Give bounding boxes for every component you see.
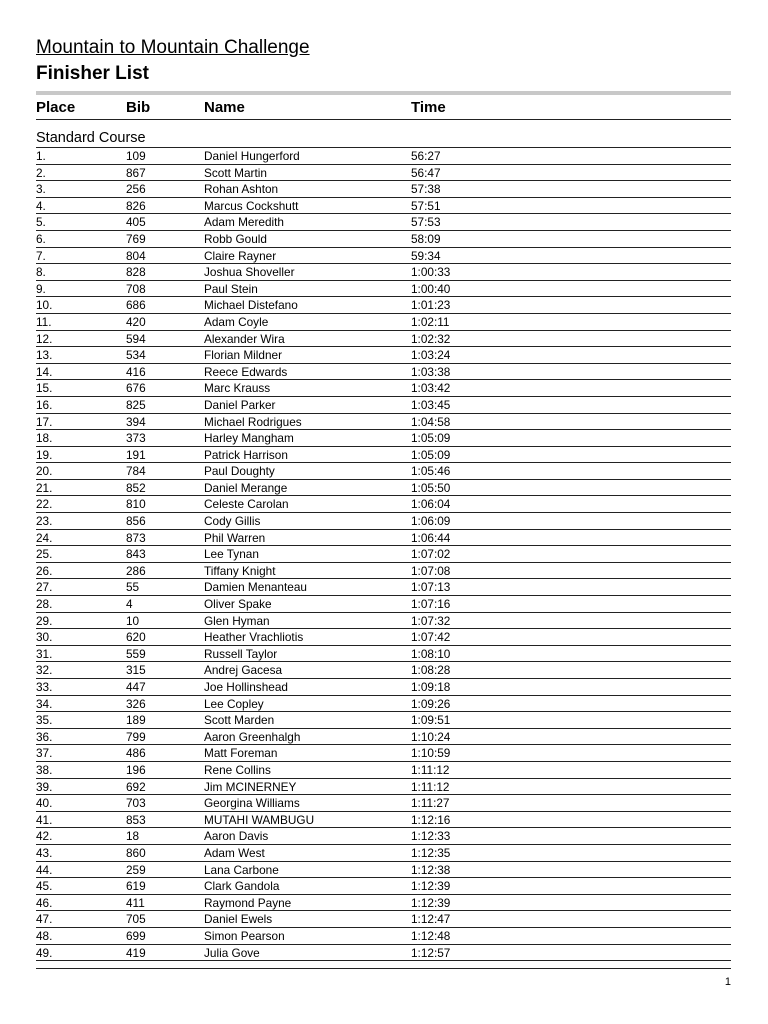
table-row (36, 563, 731, 580)
cell-name: Daniel Ewels (204, 912, 273, 927)
table-row (36, 679, 731, 696)
cell-place: 30. (36, 630, 53, 645)
cell-name: Tiffany Knight (204, 563, 276, 578)
cell-bib: 109 (126, 149, 146, 163)
table-row (36, 414, 731, 431)
cell-place: 7. (36, 248, 46, 263)
cell-time: 1:03:38 (411, 364, 451, 379)
cell-time: 56:27 (411, 149, 441, 163)
table-row (36, 281, 731, 298)
cell-time: 1:03:24 (411, 348, 451, 363)
column-header-place: Place (36, 99, 76, 116)
cell-place: 25. (36, 547, 53, 562)
cell-name: Georgina Williams (204, 796, 300, 811)
cell-name: Glen Hyman (204, 613, 270, 628)
cell-name: Daniel Parker (204, 397, 276, 412)
cell-place: 31. (36, 646, 53, 661)
cell-bib: 447 (126, 680, 146, 694)
cell-bib: 534 (126, 348, 146, 363)
cell-name: Heather Vrachliotis (204, 630, 304, 645)
cell-bib: 853 (126, 812, 146, 827)
cell-place: 24. (36, 530, 53, 545)
cell-place: 41. (36, 812, 53, 827)
cell-time: 1:02:32 (411, 331, 451, 346)
cell-name: Andrej Gacesa (204, 663, 283, 678)
cell-time: 1:09:26 (411, 696, 451, 711)
cell-time: 1:00:40 (411, 281, 451, 296)
cell-bib: 55 (126, 580, 140, 595)
cell-bib: 810 (126, 497, 146, 512)
cell-place: 45. (36, 879, 53, 894)
page-subtitle: Finisher List (36, 63, 149, 84)
cell-name: Robb Gould (204, 231, 267, 246)
cell-time: 1:09:18 (411, 680, 451, 694)
cell-name: Simon Pearson (204, 928, 285, 943)
cell-name: Julia Gove (204, 945, 260, 960)
table-row (36, 297, 731, 314)
cell-bib: 705 (126, 912, 146, 927)
table-row (36, 911, 731, 928)
cell-place: 12. (36, 331, 53, 346)
cell-time: 1:12:16 (411, 812, 451, 827)
table-row (36, 795, 731, 812)
cell-name: Scott Martin (204, 165, 267, 180)
cell-place: 2. (36, 165, 46, 180)
table-row (36, 181, 731, 198)
cell-name: Clark Gandola (204, 879, 280, 894)
cell-place: 49. (36, 945, 53, 960)
column-header-name: Name (204, 99, 245, 116)
cell-place: 26. (36, 563, 53, 578)
cell-name: Lee Tynan (204, 547, 259, 562)
cell-name: Harley Mangham (204, 431, 294, 446)
cell-bib: 686 (126, 298, 146, 313)
cell-place: 9. (36, 281, 46, 296)
cell-place: 42. (36, 829, 53, 844)
table-row (36, 862, 731, 879)
cell-time: 1:06:09 (411, 514, 451, 529)
cell-bib: 799 (126, 729, 146, 744)
table-row (36, 480, 731, 497)
cell-time: 1:12:47 (411, 912, 451, 927)
cell-name: Reece Edwards (204, 364, 288, 379)
cell-place: 29. (36, 613, 53, 628)
cell-time: 1:07:32 (411, 613, 451, 628)
cell-name: Daniel Merange (204, 480, 288, 495)
cell-name: Matt Foreman (204, 746, 278, 761)
table-row (36, 530, 731, 547)
cell-name: Lee Copley (204, 696, 264, 711)
cell-time: 1:09:51 (411, 713, 451, 728)
cell-name: Marcus Cockshutt (204, 198, 299, 213)
cell-name: Celeste Carolan (204, 497, 289, 512)
cell-name: Jim MCINERNEY (204, 779, 297, 794)
cell-time: 1:12:33 (411, 829, 451, 844)
cell-name: Alexander Wira (204, 331, 285, 346)
cell-time: 57:53 (411, 215, 441, 230)
table-row (36, 347, 731, 364)
cell-time: 1:05:09 (411, 431, 451, 446)
cell-time: 1:06:44 (411, 530, 451, 545)
cell-place: 5. (36, 215, 46, 230)
cell-name: Michael Distefano (204, 298, 298, 313)
page-title: Mountain to Mountain Challenge (36, 37, 310, 58)
cell-bib: 420 (126, 314, 146, 329)
table-row (36, 546, 731, 563)
footer-divider (36, 968, 731, 969)
cell-name: Florian Mildner (204, 348, 283, 363)
cell-place: 10. (36, 298, 53, 313)
cell-name: Adam Meredith (204, 215, 284, 230)
cell-time: 1:11:12 (411, 779, 450, 794)
cell-time: 1:07:42 (411, 630, 451, 645)
cell-place: 33. (36, 680, 53, 694)
cell-bib: 856 (126, 514, 146, 529)
table-row (36, 447, 731, 464)
cell-place: 28. (36, 597, 53, 612)
cell-bib: 676 (126, 381, 146, 396)
table-row (36, 646, 731, 663)
cell-place: 17. (36, 414, 53, 429)
cell-place: 47. (36, 912, 53, 927)
cell-bib: 10 (126, 613, 140, 628)
table-row (36, 248, 731, 265)
cell-place: 36. (36, 729, 53, 744)
table-row (36, 779, 731, 796)
cell-bib: 843 (126, 547, 146, 562)
table-row (36, 397, 731, 414)
table-row (36, 165, 731, 182)
cell-bib: 769 (126, 231, 146, 246)
cell-bib: 419 (126, 945, 146, 960)
table-row (36, 496, 731, 513)
cell-place: 43. (36, 845, 53, 860)
cell-bib: 256 (126, 182, 146, 197)
table-row (36, 364, 731, 381)
cell-place: 14. (36, 364, 53, 379)
cell-place: 16. (36, 397, 53, 412)
column-header-divider (36, 119, 731, 120)
cell-bib: 315 (126, 663, 146, 678)
cell-place: 4. (36, 198, 46, 213)
cell-bib: 18 (126, 829, 140, 844)
cell-name: Rohan Ashton (204, 182, 279, 197)
cell-time: 57:38 (411, 182, 441, 197)
page-number: 1 (724, 976, 731, 988)
cell-time: 1:05:09 (411, 447, 451, 462)
cell-place: 34. (36, 696, 53, 711)
table-row (36, 745, 731, 762)
cell-time: 1:00:33 (411, 265, 451, 280)
cell-bib: 559 (126, 646, 146, 661)
cell-place: 22. (36, 497, 53, 512)
cell-place: 19. (36, 447, 53, 462)
cell-place: 23. (36, 514, 53, 529)
cell-name: Scott Marden (204, 713, 275, 728)
cell-bib: 286 (126, 563, 146, 578)
cell-time: 1:08:28 (411, 663, 451, 678)
cell-name: Lana Carbone (204, 862, 279, 877)
cell-time: 1:05:50 (411, 480, 451, 495)
cell-place: 37. (36, 746, 53, 761)
cell-bib: 373 (126, 431, 146, 446)
cell-bib: 411 (126, 895, 145, 910)
cell-name: Paul Doughty (204, 464, 275, 479)
cell-bib: 405 (126, 215, 146, 230)
cell-name: Michael Rodrigues (204, 414, 302, 429)
cell-bib: 196 (126, 762, 146, 777)
cell-place: 46. (36, 895, 53, 910)
table-row (36, 148, 731, 165)
table-row (36, 613, 731, 630)
cell-time: 1:12:48 (411, 928, 451, 943)
cell-bib: 828 (126, 265, 146, 280)
cell-time: 1:01:23 (411, 298, 451, 313)
cell-name: Damien Menanteau (204, 580, 307, 595)
cell-bib: 703 (126, 796, 146, 811)
cell-bib: 825 (126, 397, 146, 412)
cell-name: Patrick Harrison (204, 447, 288, 462)
cell-time: 1:10:59 (411, 746, 451, 761)
cell-name: Joe Hollinshead (204, 680, 288, 694)
cell-time: 1:12:35 (411, 845, 451, 860)
column-header-bib: Bib (126, 99, 151, 116)
cell-name: Paul Stein (204, 281, 258, 296)
cell-bib: 416 (126, 364, 146, 379)
cell-name: Cody Gillis (204, 514, 261, 529)
cell-name: Russell Taylor (204, 646, 278, 661)
cell-place: 38. (36, 762, 53, 777)
cell-bib: 784 (126, 464, 146, 479)
cell-bib: 326 (126, 696, 146, 711)
header-divider (36, 91, 731, 95)
cell-name: Marc Krauss (204, 381, 271, 396)
cell-place: 15. (36, 381, 53, 396)
cell-place: 48. (36, 928, 53, 943)
table-row (36, 729, 731, 746)
finisher-table (36, 148, 731, 961)
cell-time: 1:06:04 (411, 497, 451, 512)
table-row (36, 812, 731, 829)
cell-place: 35. (36, 713, 53, 728)
cell-place: 18. (36, 431, 53, 446)
cell-name: Joshua Shoveller (204, 265, 295, 280)
cell-bib: 708 (126, 281, 146, 296)
cell-place: 21. (36, 480, 53, 495)
cell-place: 1. (36, 149, 46, 163)
cell-time: 1:11:12 (411, 762, 450, 777)
cell-name: Oliver Spake (204, 597, 272, 612)
cell-time: 58:09 (411, 231, 441, 246)
cell-bib: 860 (126, 845, 146, 860)
table-row (36, 380, 731, 397)
table-row (36, 314, 731, 331)
cell-name: Aaron Davis (204, 829, 269, 844)
table-row (36, 198, 731, 215)
cell-time: 1:12:57 (411, 945, 451, 960)
column-header-time: Time (411, 99, 446, 116)
cell-place: 32. (36, 663, 53, 678)
cell-bib: 852 (126, 480, 146, 495)
cell-bib: 189 (126, 713, 146, 728)
cell-bib: 486 (126, 746, 146, 761)
table-row (36, 845, 731, 862)
cell-time: 1:03:45 (411, 397, 451, 412)
table-row (36, 662, 731, 679)
cell-place: 11. (36, 314, 52, 329)
table-row (36, 331, 731, 348)
cell-bib: 692 (126, 779, 146, 794)
cell-bib: 619 (126, 879, 146, 894)
table-row (36, 513, 731, 530)
table-row (36, 264, 731, 281)
cell-time: 57:51 (411, 198, 441, 213)
cell-time: 59:34 (411, 248, 441, 263)
table-row (36, 878, 731, 895)
cell-time: 1:05:46 (411, 464, 451, 479)
cell-time: 1:07:13 (411, 580, 451, 595)
cell-place: 20. (36, 464, 53, 479)
cell-bib: 259 (126, 862, 146, 877)
cell-name: Phil Warren (204, 530, 266, 545)
section-label: Standard Course (36, 130, 146, 146)
cell-place: 44. (36, 862, 53, 877)
cell-place: 3. (36, 182, 46, 197)
cell-place: 8. (36, 265, 46, 280)
cell-time: 1:02:11 (411, 314, 450, 329)
cell-bib: 594 (126, 331, 146, 346)
cell-bib: 826 (126, 198, 146, 213)
cell-name: Adam West (204, 845, 265, 860)
cell-name: Daniel Hungerford (204, 149, 300, 163)
cell-time: 1:07:02 (411, 547, 451, 562)
cell-place: 6. (36, 231, 46, 246)
table-row (36, 712, 731, 729)
table-row (36, 696, 731, 713)
cell-time: 1:10:24 (411, 729, 451, 744)
table-row (36, 629, 731, 646)
cell-bib: 867 (126, 165, 146, 180)
cell-place: 27. (36, 580, 53, 595)
cell-name: MUTAHI WAMBUGU (204, 812, 315, 827)
table-row (36, 762, 731, 779)
table-row (36, 828, 731, 845)
cell-place: 40. (36, 796, 53, 811)
cell-time: 1:04:58 (411, 414, 451, 429)
cell-time: 1:12:39 (411, 895, 451, 910)
cell-name: Raymond Payne (204, 895, 292, 910)
table-row (36, 214, 731, 231)
cell-time: 1:08:10 (411, 646, 451, 661)
cell-time: 1:12:39 (411, 879, 451, 894)
table-row (36, 231, 731, 248)
cell-time: 1:07:16 (411, 597, 451, 612)
cell-time: 1:11:27 (411, 796, 450, 811)
cell-bib: 394 (126, 414, 146, 429)
cell-time: 56:47 (411, 165, 441, 180)
table-row (36, 945, 731, 962)
table-row (36, 895, 731, 912)
cell-bib: 699 (126, 928, 146, 943)
cell-bib: 873 (126, 530, 146, 545)
cell-place: 39. (36, 779, 53, 794)
table-row (36, 928, 731, 945)
cell-bib: 191 (126, 447, 146, 462)
table-row (36, 579, 731, 596)
cell-name: Adam Coyle (204, 314, 269, 329)
cell-time: 1:12:38 (411, 862, 451, 877)
table-row (36, 430, 731, 447)
table-row (36, 596, 731, 613)
table-row (36, 463, 731, 480)
cell-bib: 804 (126, 248, 146, 263)
cell-bib: 4 (126, 597, 133, 612)
cell-bib: 620 (126, 630, 146, 645)
cell-time: 1:07:08 (411, 563, 451, 578)
cell-name: Claire Rayner (204, 248, 277, 263)
cell-place: 13. (36, 348, 53, 363)
cell-name: Aaron Greenhalgh (204, 729, 301, 744)
cell-name: Rene Collins (204, 762, 271, 777)
cell-time: 1:03:42 (411, 381, 451, 396)
